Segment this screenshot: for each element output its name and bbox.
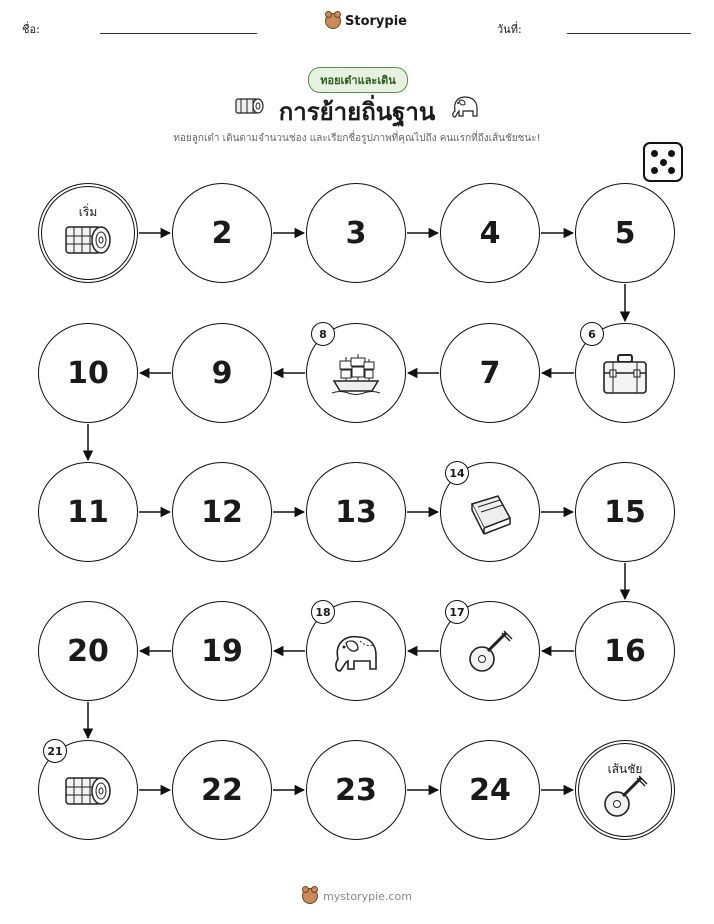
board-space-11[interactable] (38, 462, 138, 562)
space-number: 15 (604, 494, 646, 530)
rolled-mat-icon (62, 217, 114, 267)
board-space-21[interactable] (38, 740, 138, 840)
board-space-4[interactable] (440, 183, 540, 283)
board-space-6[interactable] (575, 323, 675, 423)
board-space-8[interactable] (306, 323, 406, 423)
board-space-16[interactable] (575, 601, 675, 701)
space-number: 17 (445, 600, 469, 624)
space-number: 3 (345, 215, 367, 251)
space-number: 7 (479, 355, 501, 391)
space-number: 8 (311, 322, 335, 346)
board-space-20[interactable] (38, 601, 138, 701)
space-number: 4 (479, 215, 501, 251)
board-space-17[interactable] (440, 601, 540, 701)
board-space-14[interactable] (440, 462, 540, 562)
board-space-2[interactable] (172, 183, 272, 283)
space-number: 5 (614, 215, 636, 251)
lute-icon (599, 774, 651, 824)
board-space-3[interactable] (306, 183, 406, 283)
board-space-23[interactable] (306, 740, 406, 840)
page-title: การย้ายถิ่นฐาน (278, 98, 436, 126)
space-number: 23 (335, 772, 377, 808)
space-number: 12 (201, 494, 243, 530)
lute-icon (464, 629, 516, 679)
board-space-5[interactable] (575, 183, 675, 283)
instructions: ทอยลูกเต๋า เดินตามจำนวนช่อง และเรียกชื่อรูปภาพที่คุณไปถึง คนแรกที่ถึงเส้นชัยชนะ! (173, 133, 541, 144)
space-number: 18 (311, 600, 335, 624)
suitcase-icon (599, 351, 651, 401)
space-number: 11 (67, 494, 109, 530)
space-number: 2 (211, 215, 233, 251)
footer (0, 888, 714, 904)
space-number: 22 (201, 772, 243, 808)
brand-name: Storypie (345, 13, 407, 29)
space-label: เส้นชัย (607, 762, 643, 776)
board-space-22[interactable] (172, 740, 272, 840)
footer-url[interactable]: mystorypie.com (323, 889, 412, 903)
board-space-15[interactable] (575, 462, 675, 562)
space-number: 9 (211, 355, 233, 391)
space-number: 14 (445, 461, 469, 485)
board-space-1[interactable] (38, 183, 138, 283)
board-space-9[interactable] (172, 323, 272, 423)
space-number: 10 (67, 355, 109, 391)
space-number: 6 (580, 322, 604, 346)
board-space-10[interactable] (38, 323, 138, 423)
space-number: 19 (201, 633, 243, 669)
name-label: ชื่อ: (22, 23, 40, 36)
board-space-18[interactable] (306, 601, 406, 701)
board-space-12[interactable] (172, 462, 272, 562)
board-space-24[interactable] (440, 740, 540, 840)
date-label: วันที่: (497, 23, 522, 36)
game-type-badge: ทอยเต๋าและเดิน (308, 67, 408, 93)
board-space-19[interactable] (172, 601, 272, 701)
board-space-7[interactable] (440, 323, 540, 423)
book-icon (464, 490, 516, 540)
rolled-mat-icon (62, 768, 114, 818)
footer-bear-icon (302, 888, 318, 904)
board-space-13[interactable] (306, 462, 406, 562)
elephant-icon (330, 629, 382, 679)
space-number: 16 (604, 633, 646, 669)
space-number: 24 (469, 772, 511, 808)
space-number: 20 (67, 633, 109, 669)
space-number: 21 (43, 739, 67, 763)
board-space-25[interactable] (575, 740, 675, 840)
space-number: 13 (335, 494, 377, 530)
space-label: เริ่ม (78, 205, 98, 219)
sailing-ship-icon (330, 351, 382, 401)
